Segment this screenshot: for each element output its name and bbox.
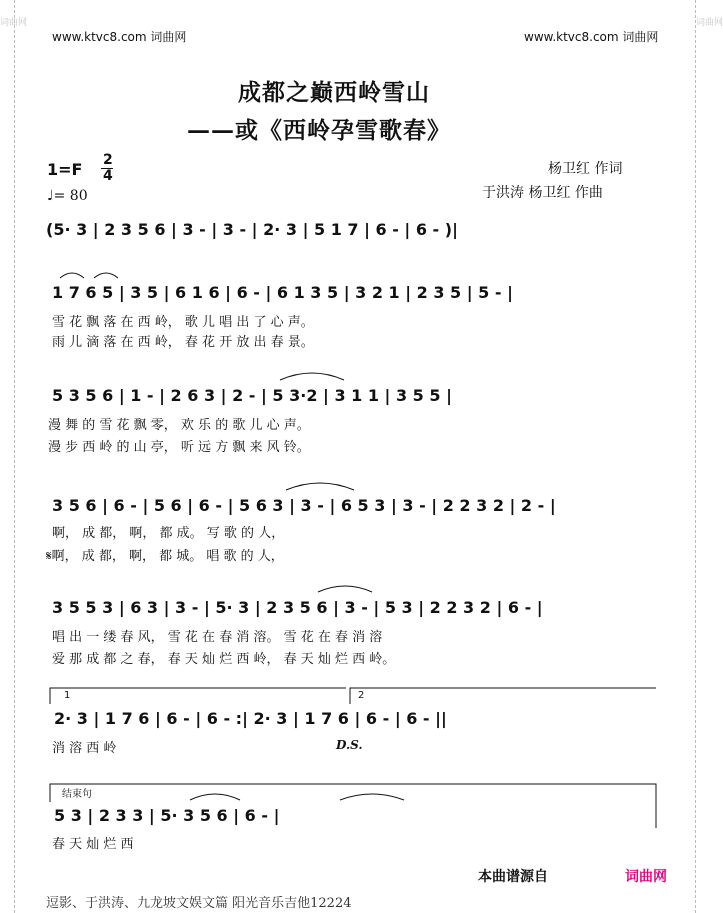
staff-line-5-lyric-1: 唱 出 一 缕 春 风， 雪 花 在 春 消 溶。 雪 花 在 春 消 溶	[52, 630, 383, 645]
staff-line-4-notes: 3 5 6 | 6 - | 5 6 | 6 - | 5 6 3 | 3 - | 6 5 3 | 3 - | 2 2 3 2 | 2 - |	[52, 496, 556, 515]
lyricist-credit: 杨卫红 作词	[548, 161, 623, 177]
staff-line-3-notes: 5 3 5 6 | 1 - | 2 6 3 | 2 - | 5 3·2 | 3 1 1 | 3 5 5 |	[52, 386, 452, 405]
volta-1-bracket	[50, 688, 346, 704]
staff-line-7-lyric-1: 春 天 灿 烂 西	[52, 837, 134, 852]
source-label: 本曲谱源自	[478, 869, 548, 885]
staff-line-5-notes: 3 5 5 3 | 6 3 | 3 - | 5· 3 | 2 3 5 6 | 3 - | 5 3 | 2 2 3 2 | 6 - |	[52, 598, 543, 617]
coda-bracket	[50, 784, 656, 828]
slur	[190, 794, 240, 800]
right-watermark: 词曲网	[696, 18, 723, 28]
staff-line-4-lyric-1: 啊， 成 都， 啊， 都 成。 写 歌 的 人，	[52, 526, 285, 541]
time-signature-top: 2	[103, 152, 113, 168]
slur	[318, 586, 372, 592]
composer-credit: 于洪涛 杨卫红 作曲	[482, 185, 603, 201]
slur	[286, 483, 354, 490]
staff-line-6-lyric-1: 消 溶 西 岭	[52, 741, 117, 756]
left-watermark: 词曲网	[0, 18, 28, 28]
tempo-marking: ♩= 80	[47, 188, 88, 204]
staff-line-3-lyric-1: 漫 舞 的 雪 花 飘 零， 欢 乐 的 歌 儿 心 声。	[48, 418, 310, 433]
cut-footer-text: 逗影、于洪涛、九龙坡文娱文篇 阳光音乐吉他12224	[46, 896, 352, 911]
volta-1-number: 1	[64, 690, 71, 701]
volta-2-bracket	[350, 688, 656, 704]
site-url-right[interactable]: www.ktvc8.com 词曲网	[524, 30, 659, 44]
slur	[60, 273, 84, 278]
staff-line-3-lyric-2: 漫 步 西 岭 的 山 亭， 听 远 方 飘 来 风 铃。	[48, 440, 310, 455]
staff-line-2-lyric-2: 雨 儿 滴 落 在 西 岭， 春 花 开 放 出 春 景。	[52, 335, 314, 350]
volta-2-number: 2	[358, 690, 365, 701]
coda-label: 结束句	[62, 789, 92, 800]
time-signature-bottom: 4	[103, 168, 113, 184]
song-subtitle: ——或《西岭孕雪歌春》	[187, 117, 451, 144]
slur	[280, 373, 344, 380]
staff-line-4-lyric-2: 𝄋啊， 成 都， 啊， 都 城。 唱 歌 的 人，	[46, 549, 284, 564]
key-signature: 1=F	[47, 160, 83, 179]
dal-segno-marking: D.S.	[336, 738, 363, 752]
slur	[94, 273, 118, 278]
staff-line-1-notes: (5· 3 | 2 3 5 6 | 3 - | 3 - | 2· 3 | 5 1 7 | 6 - | 6 - )|	[46, 220, 458, 239]
staff-line-2-notes: 1 7 6 5 | 3 5 | 6 1 6 | 6 - | 6 1 3 5 | 3 2 1 | 2 3 5 | 5 - |	[52, 283, 513, 302]
staff-line-7-notes: 5 3 | 2 3 3 | 5· 3 5 6 | 6 - |	[54, 806, 280, 825]
staff-line-2-lyric-1: 雪 花 飘 落 在 西 岭， 歌 儿 唱 出 了 心 声。	[52, 315, 314, 330]
staff-line-5-lyric-2: 爱 那 成 都 之 春， 春 天 灿 烂 西 岭， 春 天 灿 烂 西 岭。	[52, 652, 396, 667]
staff-line-6-notes: 2· 3 | 1 7 6 | 6 - | 6 - :| 2· 3 | 1 7 6 | 6 - | 6 - ||	[54, 709, 447, 728]
site-url-left[interactable]: www.ktvc8.com 词曲网	[52, 30, 187, 44]
slur	[340, 794, 404, 800]
brand-logo-text[interactable]: 词曲网	[625, 869, 667, 885]
song-title: 成都之巅西岭雪山	[238, 79, 430, 106]
